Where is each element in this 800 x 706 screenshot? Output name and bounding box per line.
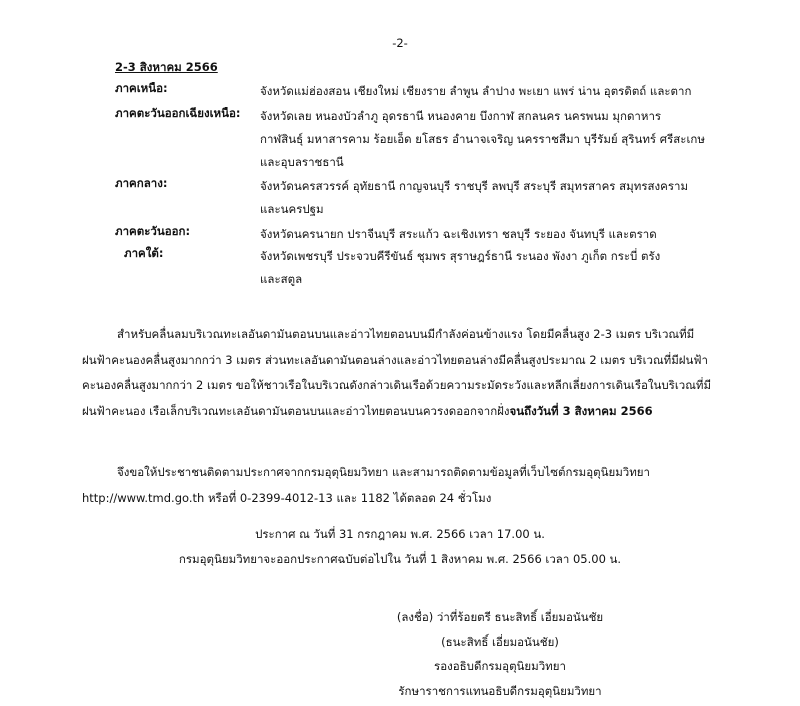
region-line: กาฬสินธุ์ มหาสารคาม ร้อยเอ็ด ยโสธร อำนาจเจริญ นครราชสีมา บุรีรัมย์ สุรินทร์ ศรีสะเกษ	[260, 132, 705, 146]
region-line: จังหวัดนครนายก ปราจีนบุรี สระแก้ว ฉะเชิงเทรา ชลบุรี ระยอง จันทบุรี และตราด	[260, 227, 657, 241]
paragraph-line-text: ฝนฟ้าคะนอง เรือเล็กบริเวณทะเลอันดามันตอนบนและอ่าวไทยตอนบนควรงดออกจากฝั่ง	[82, 403, 510, 418]
region-row-central	[115, 175, 725, 223]
region-line: จังหวัดเพชรบุรี ประจวบคีรีขันธ์ ชุมพร สุราษฎร์ธานี ระนอง พังงา ภูเก็ต กระบี่ ตรัง	[260, 249, 661, 263]
region-provinces	[260, 223, 725, 246]
region-label: ภาคเหนือ:	[115, 81, 168, 95]
follow-paragraph	[82, 460, 722, 511]
region-line: จังหวัดแม่ฮ่องสอน เชียงใหม่ เชียงราย ลำพูน ลำปาง พะเยา แพร่ น่าน อุตรดิตถ์ และตาก	[260, 84, 692, 98]
region-row-south	[115, 245, 725, 293]
region-table	[115, 80, 725, 293]
region-label: ภาคตะวันออก:	[115, 224, 191, 238]
paragraph-line: คะนองคลื่นสูงมากกว่า 2 เมตร ขอให้ชาวเรือในบริเวณดังกล่าวเดินเรือด้วยความระมัดระวังและหลีกเลี่ยงการเดินเรือในบริเวณที่มี	[82, 378, 712, 392]
signer-name: (ธนะสิทธิ์ เอี่ยมอนันชัย)	[441, 634, 559, 649]
page-number: -2-	[392, 36, 408, 50]
region-provinces	[260, 105, 725, 174]
region-row-east	[115, 223, 725, 245]
region-row-northeast	[115, 105, 725, 175]
issued-announcement: ประกาศ ณ วันที่ 31 กรกฎาคม พ.ศ. 2566 เวลา 17.00 น.	[255, 527, 545, 541]
region-line: จังหวัดนครสวรรค์ อุทัยธานี กาญจนบุรี ราชบุรี ลพบุรี สระบุรี สมุทรสาคร สมุทรสงคราม	[260, 179, 689, 193]
region-provinces	[260, 80, 725, 103]
deadline-bold: จนถึงวันที่ 3 สิงหาคม 2566	[509, 403, 653, 418]
paragraph-line: สำหรับคลื่นลมบริเวณทะเลอันดามันตอนบนและอ่าวไทยตอนบนมีกำลังค่อนข้างแรง โดยมีคลื่นสูง 2-3 เมตร บริเวณที่มี	[117, 327, 695, 341]
date-heading: 2-3 สิงหาคม 2566	[115, 60, 218, 74]
region-row-north	[115, 80, 725, 105]
region-line: และอุบลราชธานี	[260, 155, 344, 169]
region-line: จังหวัดเลย หนองบัวลำภู อุดรธานี หนองคาย บึงกาฬ สกลนคร นครพนม มุกดาหาร	[260, 109, 662, 123]
paragraph-line: ฝนฟ้าคะนองคลื่นสูงมากกว่า 3 เมตร ส่วนทะเลอันดามันตอนล่างและอ่าวไทยตอนล่างมีคลื่นสูงประมาณ 2 เมตร บริเวณที่มีฝนฟ้า	[82, 352, 708, 367]
signed-line: (ลงชื่อ) ว่าที่ร้อยตรี ธนะสิทธิ์ เอี่ยมอนันชัย	[396, 610, 604, 624]
region-line: และนครปฐม	[260, 202, 324, 216]
paragraph-line: จึงขอให้ประชาชนติดตามประกาศจากกรมอุตุนิยมวิทยา และสามารถติดตามข้อมูลที่เว็บไซต์กรมอุตุนิยมวิทยา	[117, 465, 651, 479]
region-provinces	[260, 245, 725, 291]
region-label: ภาคตะวันออกเฉียงเหนือ:	[115, 106, 241, 120]
wave-paragraph	[82, 322, 722, 424]
signer-acting: รักษาราชการแทนอธิบดีกรมอุตุนิยมวิทยา	[398, 683, 602, 698]
region-label: ภาคกลาง:	[115, 176, 168, 190]
region-label: ภาคใต้:	[124, 246, 164, 260]
signer-position: รองอธิบดีกรมอุตุนิยมวิทยา	[434, 659, 566, 673]
region-provinces	[260, 175, 725, 221]
signature-block	[330, 605, 670, 703]
next-announcement: กรมอุตุนิยมวิทยาจะออกประกาศฉบับต่อไปใน วันที่ 1 สิงหาคม พ.ศ. 2566 เวลา 05.00 น.	[178, 552, 622, 566]
paragraph-line: http://www.tmd.go.th หรือที่ 0-2399-4012-13 และ 1182 ได้ตลอด 24 ชั่วโมง	[82, 490, 492, 505]
paragraph-line-last	[82, 399, 722, 425]
region-line: และสตูล	[260, 272, 303, 286]
